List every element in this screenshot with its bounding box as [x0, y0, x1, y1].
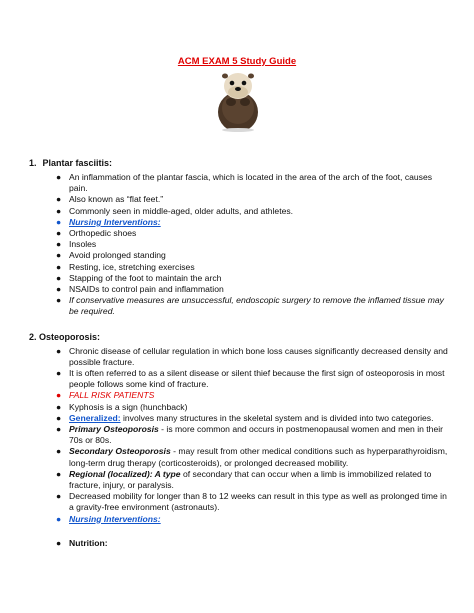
- bullet: ●: [56, 272, 62, 283]
- osteoporosis-list: [29, 346, 449, 525]
- bullet: ●: [56, 424, 62, 435]
- bullet: ●: [56, 468, 62, 479]
- item-text: - is more common and occurs in postmenopausal women and men in their 70s or 80s.: [69, 424, 444, 446]
- item-label: Regional (localized): A type: [69, 468, 181, 479]
- item-text: It is often referred to as a silent disease or silent thief because the first sign of osteoporosis in most people follows some kind of fracture.: [69, 368, 445, 390]
- bullet: ●: [56, 284, 62, 295]
- bullet: ●: [56, 446, 62, 457]
- list-item: [29, 262, 449, 273]
- list-item: [29, 172, 449, 194]
- section-heading-text: Plantar fasciitis:: [42, 158, 113, 168]
- bullet: ●: [56, 261, 62, 272]
- study-guide-body: [29, 158, 449, 549]
- item-text: Commonly seen in middle-aged, older adults, and athletes.: [69, 205, 294, 216]
- list-item: [29, 538, 449, 549]
- generalized-link[interactable]: Generalized:: [69, 412, 121, 423]
- item-text: of secondary that can occur when a limb is immobilized related to fracture, injury, or paralysis.: [69, 468, 432, 491]
- section-heading-osteoporosis: 2. Osteoporosis:: [29, 331, 101, 342]
- item-text: involves many structures in the skeletal system and is divided into two categories.: [120, 412, 434, 423]
- item-label: Primary Osteoporosis: [69, 424, 159, 435]
- item-text: Stapping of the foot to maintain the arch: [69, 272, 222, 283]
- item-text: Also known as “flat feet.”: [69, 194, 164, 205]
- nutrition-list: [29, 538, 449, 549]
- list-item: [29, 390, 449, 401]
- item-text: An inflammation of the plantar fascia, which is located in the area of the arch of the foot, causes pain.: [69, 172, 433, 194]
- fall-risk-text: FALL RISK PATIENTS: [69, 390, 155, 401]
- item-text: Chronic disease of cellular regulation in which bone loss causes significantly decreased density and possible fracture.: [69, 345, 448, 367]
- list-item: [29, 194, 449, 205]
- bullet: ●: [56, 368, 62, 379]
- list-item: [29, 228, 449, 239]
- list-item: [29, 346, 449, 368]
- bullet: ●: [56, 295, 62, 306]
- section-number: 1.: [29, 158, 37, 168]
- list-item: [29, 446, 449, 468]
- nutrition-heading: Nutrition:: [69, 537, 108, 548]
- item-text: Insoles: [69, 239, 97, 250]
- item-text: Orthopedic shoes: [69, 228, 137, 239]
- item-text: - may result from other medical conditions such as hyperparathyroidism, long-term drug therapy (corticosteroids), or prolonged decreased mobility.: [69, 446, 448, 468]
- list-item: [29, 217, 449, 228]
- list-item: [29, 402, 449, 413]
- list-item: [29, 424, 449, 446]
- item-text: Avoid prolonged standing: [69, 250, 166, 261]
- item-text: Resting, ice, stretching exercises: [69, 261, 195, 272]
- bullet: ●: [56, 228, 62, 239]
- list-item: [29, 368, 449, 390]
- spacer: [29, 318, 449, 332]
- bullet: ●: [56, 345, 62, 356]
- section-heading-plantar-fasciitis: [29, 158, 449, 170]
- list-item: [29, 284, 449, 295]
- bullet: ●: [56, 172, 62, 182]
- bullet: ●: [56, 537, 62, 548]
- bullet: ●: [56, 412, 62, 423]
- bullet: ●: [56, 194, 62, 205]
- sea-otter-image: [208, 68, 268, 132]
- nursing-interventions-link[interactable]: Nursing Interventions:: [69, 216, 161, 227]
- bullet: ●: [56, 401, 62, 412]
- bullet: ●: [56, 513, 62, 524]
- bullet: ●: [56, 205, 62, 216]
- list-item: [29, 273, 449, 284]
- list-item: [29, 491, 449, 513]
- list-item: [29, 206, 449, 217]
- item-text: If conservative measures are unsuccessful, endoscopic surgery to remove the inflamed tissue may be required.: [69, 295, 444, 317]
- bullet: ●: [56, 250, 62, 261]
- bullet: ●: [56, 216, 62, 227]
- nursing-interventions-link[interactable]: Nursing Interventions:: [69, 513, 161, 524]
- list-item: [29, 514, 449, 525]
- list-item: [29, 250, 449, 261]
- list-item: [29, 239, 449, 250]
- item-label: Secondary Osteoporosis: [69, 446, 171, 457]
- list-item: [29, 295, 449, 317]
- list-item: [29, 469, 449, 491]
- item-text: Decreased mobility for longer than 8 to 12 weeks can result in this type as well as prolonged time in a gravity-free environment (astronauts).: [69, 491, 447, 513]
- plantar-fasciitis-list: [29, 172, 449, 318]
- bullet: ●: [56, 390, 62, 401]
- item-text: NSAIDs to control pain and inflammation: [69, 284, 224, 295]
- item-text: Kyphosis is a sign (hunchback): [69, 401, 188, 412]
- bullet: ●: [56, 239, 62, 250]
- list-item: [29, 413, 449, 424]
- spacer: [29, 525, 449, 538]
- document-title: ACM EXAM 5 Study Guide: [177, 56, 297, 67]
- bullet: ●: [56, 491, 62, 502]
